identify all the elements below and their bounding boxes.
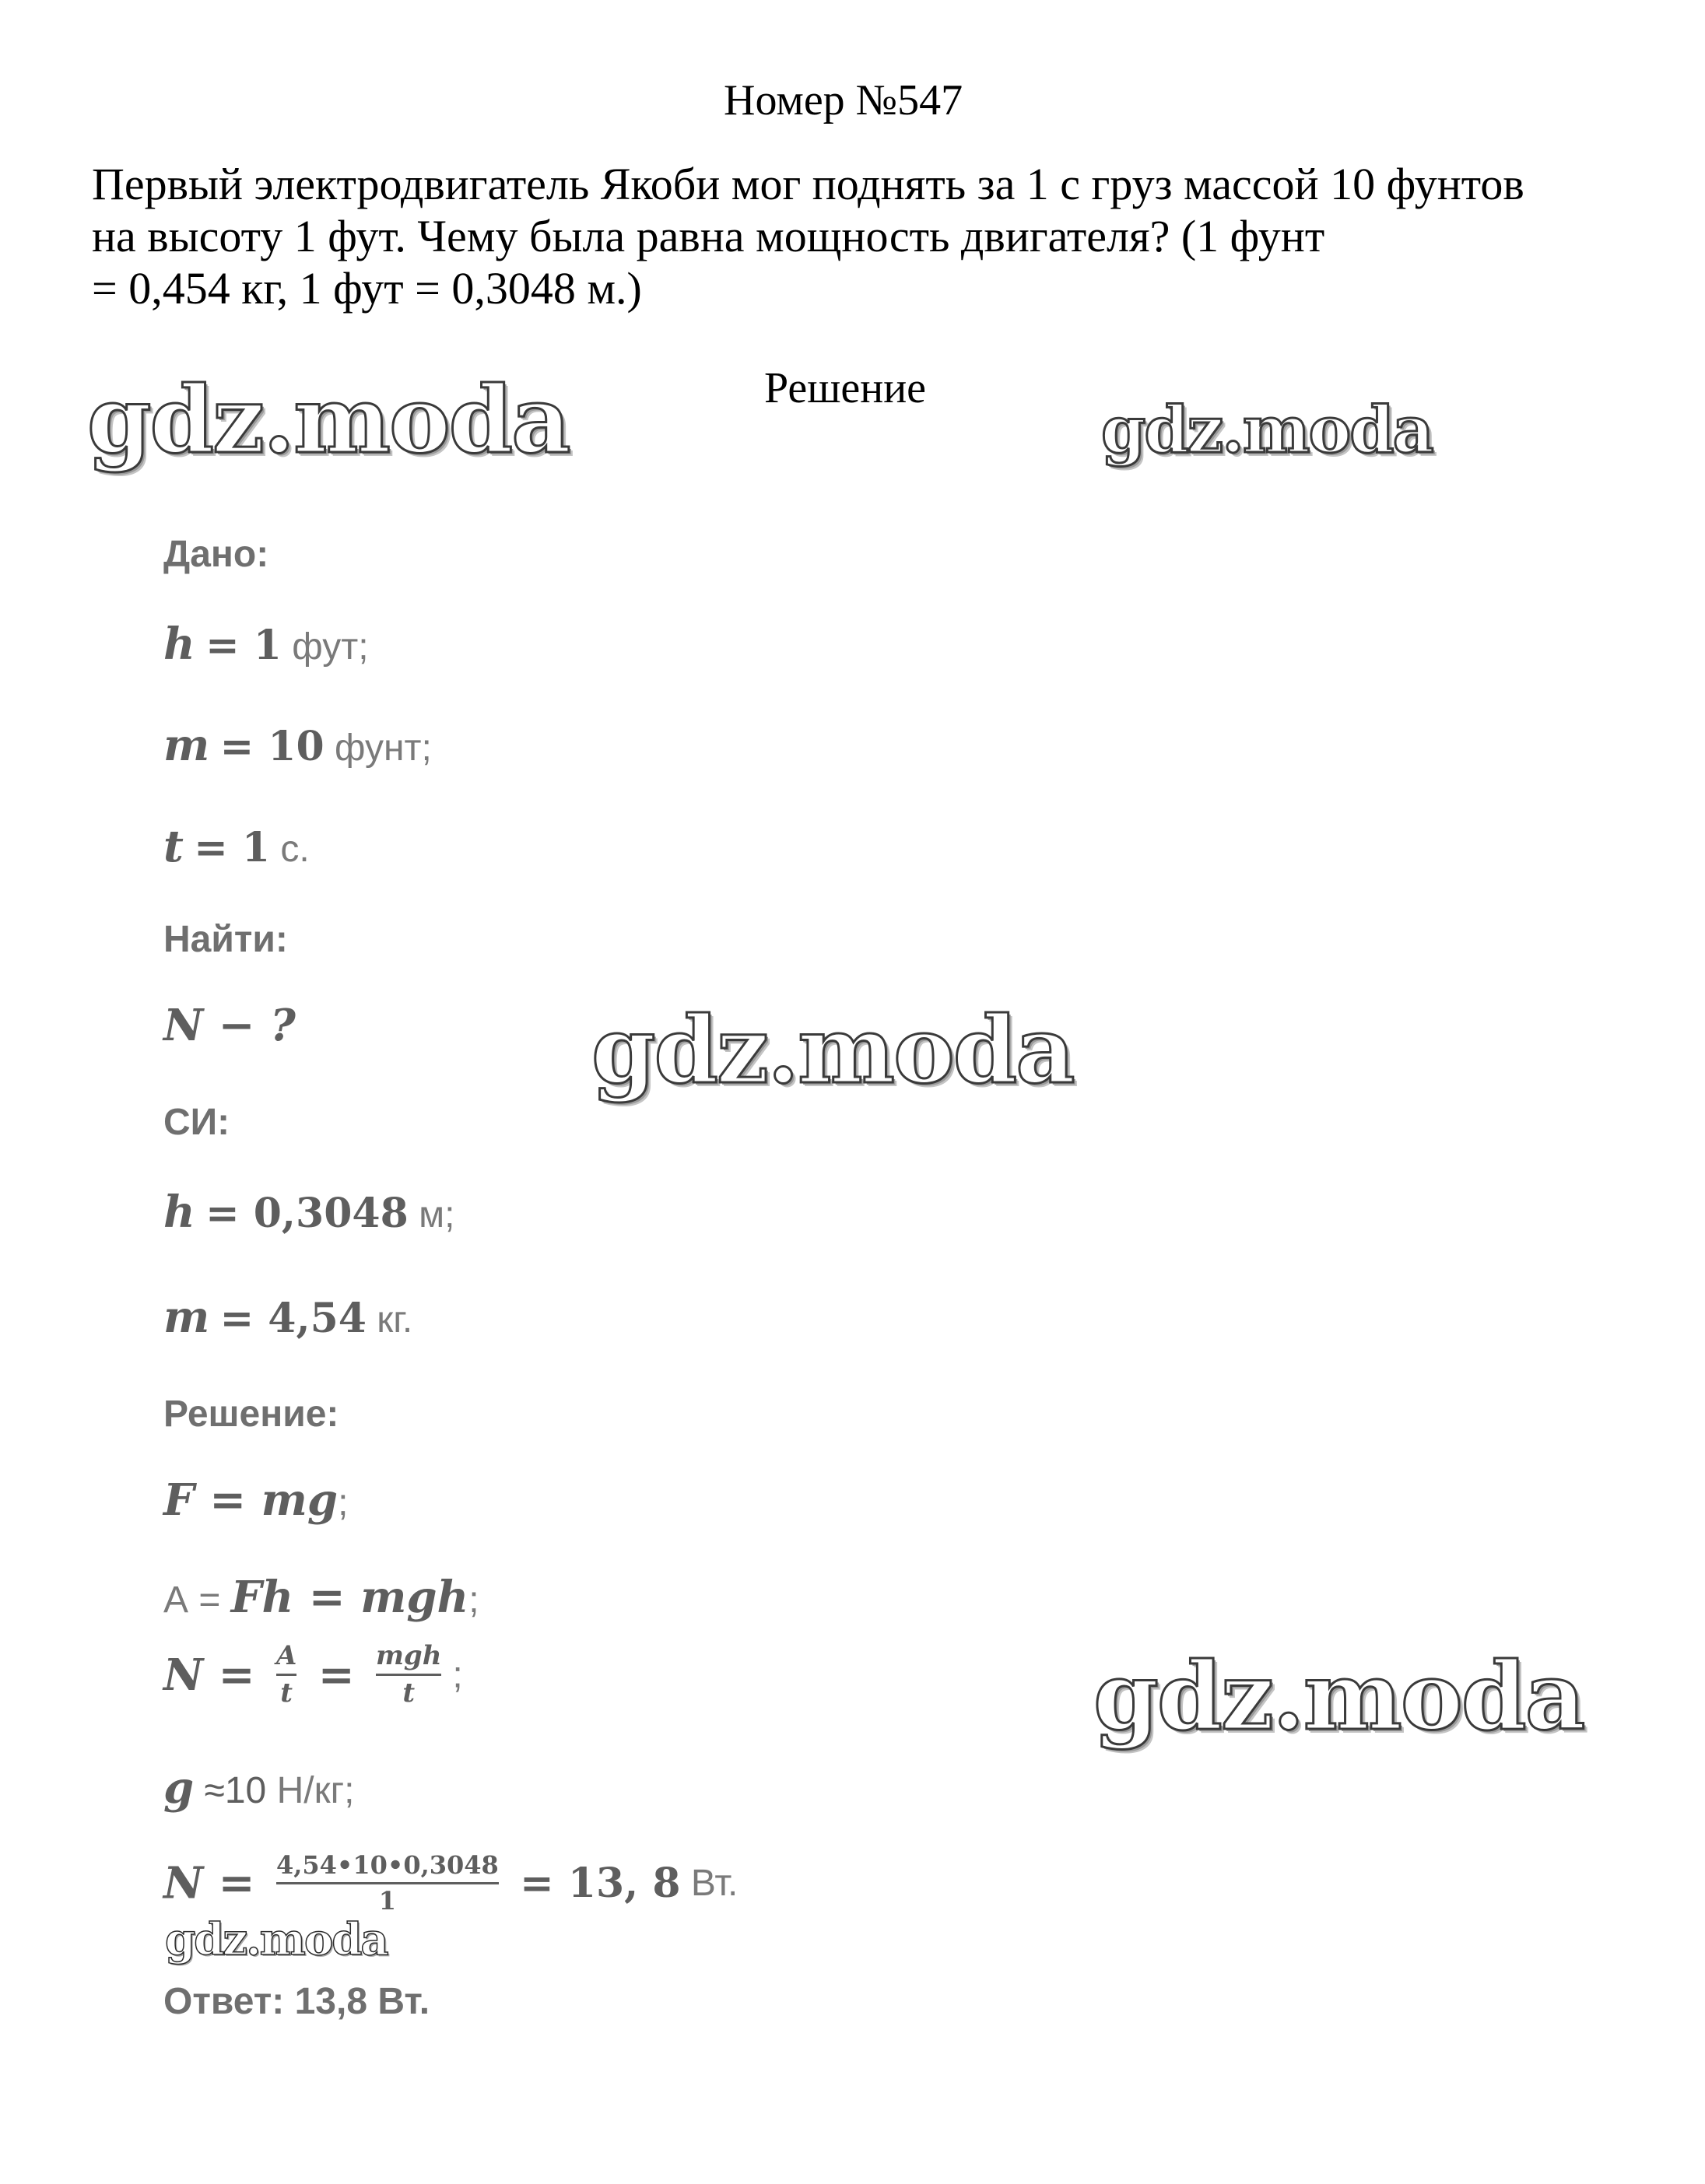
watermark-top-left: gdz.moda xyxy=(87,366,570,474)
watermark-lower-right: gdz.moda xyxy=(1093,1642,1584,1751)
calc-fraction xyxy=(276,1852,499,1915)
given-label: Дано: xyxy=(163,534,269,575)
section-title: Решение xyxy=(764,364,927,412)
fraction-bar xyxy=(376,1674,441,1676)
work-formula: Fh = mgh xyxy=(230,1572,469,1623)
work-tail: ; xyxy=(468,1579,479,1621)
watermark-middle: gdz.moda xyxy=(591,996,1074,1104)
fraction-numerator: mgh xyxy=(375,1640,442,1671)
fraction-numerator: A xyxy=(275,1640,297,1671)
find-label: Найти: xyxy=(163,919,288,960)
page-title: Номер №547 xyxy=(724,76,963,124)
given-t xyxy=(163,821,310,872)
calc-unit: Вт. xyxy=(690,1863,738,1905)
h-si-unit: м; xyxy=(419,1194,455,1236)
find-n xyxy=(163,1000,296,1051)
n-find-text: N − ? xyxy=(163,1000,296,1051)
watermark-top-right: gdz.moda xyxy=(1101,393,1433,468)
var-g: g xyxy=(163,1762,195,1814)
force-formula: F = mg xyxy=(163,1474,339,1526)
h-value: = 1 xyxy=(205,622,282,669)
si-h xyxy=(163,1187,454,1238)
m-si-unit: кг. xyxy=(377,1299,413,1341)
equals-sign: = xyxy=(317,1649,355,1701)
calc-result: = 13, 8 xyxy=(520,1860,681,1908)
t-unit: с. xyxy=(280,829,310,870)
m-unit: фунт; xyxy=(335,727,432,769)
power-tail: ; xyxy=(452,1654,463,1696)
fraction-denominator: t xyxy=(402,1677,416,1709)
given-h xyxy=(163,619,369,670)
g-unit: Н/кг; xyxy=(276,1770,355,1811)
calc-denominator: 1 xyxy=(378,1886,396,1916)
fraction-mgh-over-t xyxy=(376,1642,441,1709)
h-unit: фут; xyxy=(292,626,369,668)
fraction-bar xyxy=(276,1674,296,1676)
problem-line-2: на высоту 1 фут. Чему была равна мощность двигателя? (1 фунт xyxy=(92,211,1325,261)
calc-fraction-bar xyxy=(276,1882,499,1884)
formula-power xyxy=(163,1642,463,1709)
fraction-denominator: t xyxy=(280,1677,293,1709)
solution-label: Решение: xyxy=(163,1393,339,1435)
g-value: ≈10 xyxy=(204,1770,267,1811)
problem-line-3: = 0,454 кг, 1 фут = 0,3048 м.) xyxy=(92,263,642,314)
power-lhs: N = xyxy=(163,1649,255,1701)
formula-work xyxy=(163,1572,479,1623)
answer: Ответ: 13,8 Вт. xyxy=(163,1981,430,2022)
given-m xyxy=(163,720,432,771)
var-h-si: h xyxy=(163,1187,195,1238)
calculation xyxy=(163,1852,738,1915)
t-value: = 1 xyxy=(194,824,271,871)
gravity-value xyxy=(163,1762,354,1814)
work-prefix: А = xyxy=(163,1579,221,1621)
h-si-value: = 0,3048 xyxy=(205,1190,409,1237)
calc-numerator: 4,54•10•0,3048 xyxy=(275,1850,499,1880)
watermark-small-inline: gdz.moda xyxy=(165,1914,388,1965)
var-h: h xyxy=(163,619,195,670)
si-label: СИ: xyxy=(163,1102,230,1143)
force-tail: ; xyxy=(338,1482,349,1523)
var-m-si: m xyxy=(163,1292,210,1343)
si-m xyxy=(163,1292,412,1343)
m-si-value: = 4,54 xyxy=(219,1295,367,1342)
problem-line-1: Первый электродвигатель Якоби мог поднять за 1 с груз массой 10 фунтов xyxy=(92,159,1524,209)
var-t: t xyxy=(163,821,184,872)
calc-lhs: N = xyxy=(163,1857,255,1909)
var-m: m xyxy=(163,720,210,771)
formula-force xyxy=(163,1474,348,1526)
m-value: = 10 xyxy=(219,723,325,770)
fraction-a-over-t xyxy=(276,1642,296,1709)
